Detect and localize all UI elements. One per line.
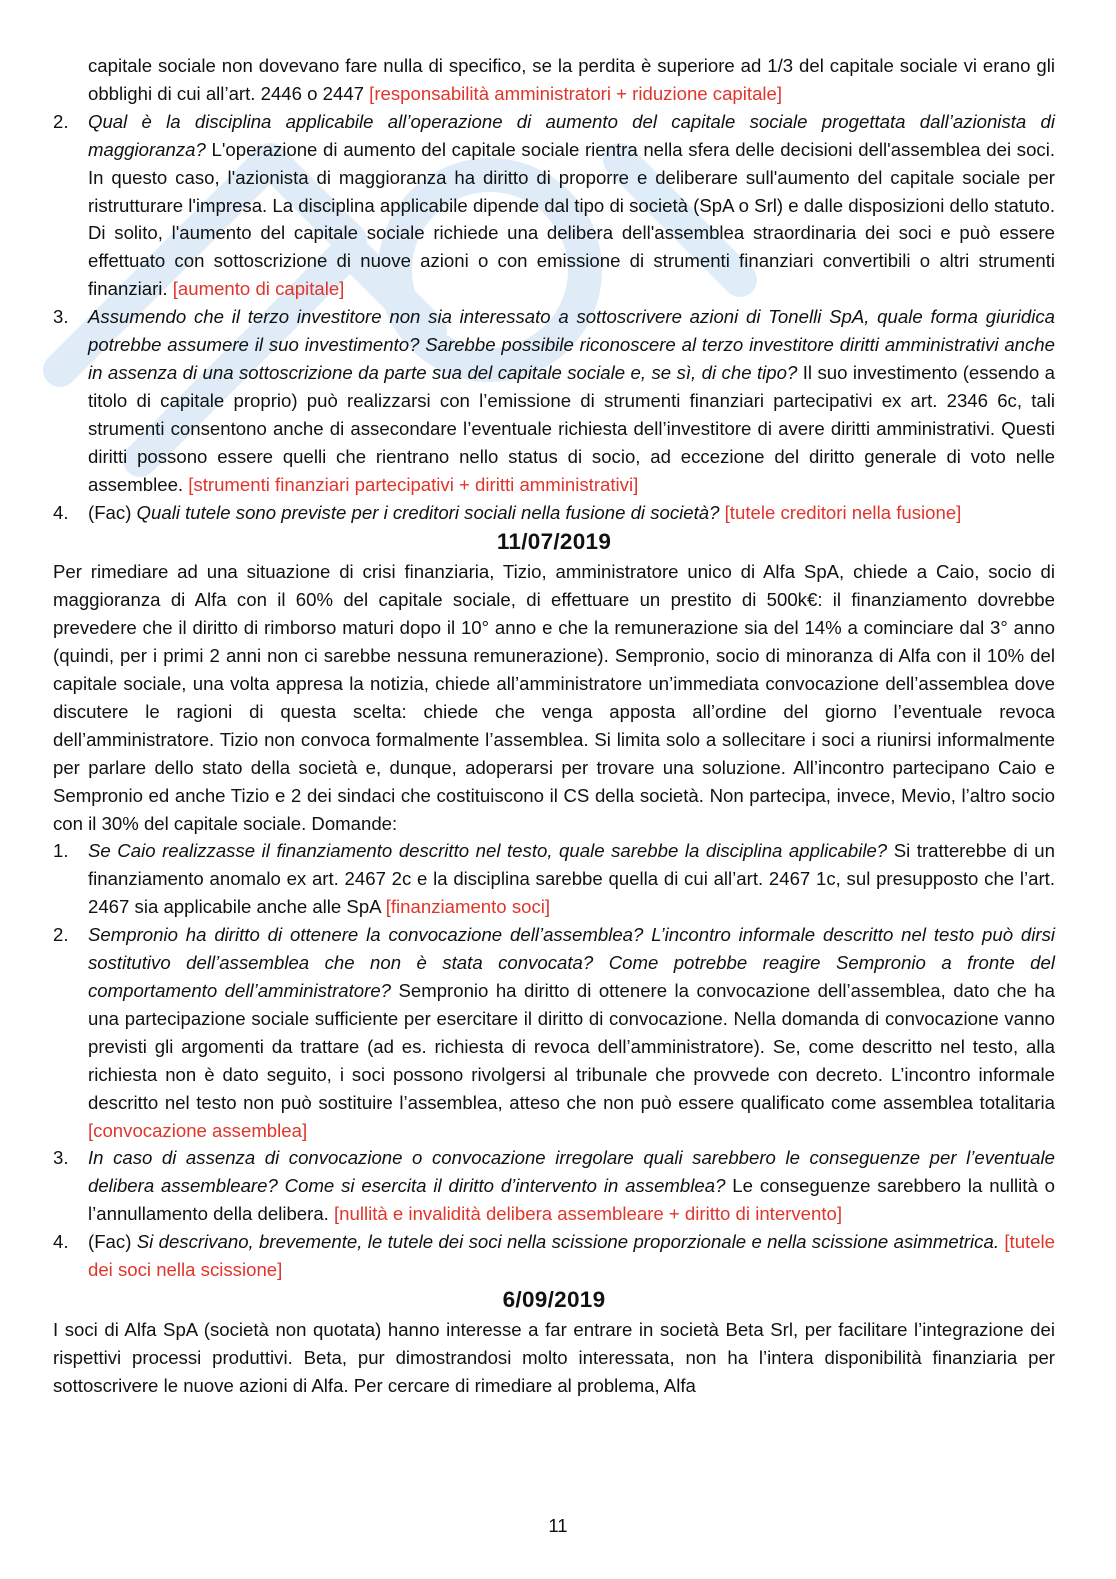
- topic-tag: [aumento di capitale]: [172, 278, 345, 300]
- section-date-heading: 6/09/2019: [502, 1286, 606, 1312]
- topic-tag: [strumenti finanziari partecipativi + diritti amministrativi]: [188, 473, 639, 495]
- question-text: Sempronio ha diritto di ottenere la convocazione dell’assemblea? L’incontro informale descritto nel testo può dirsi sostitutivo dell’assemblea che non è stata convocata? Come potrebbe reagire Sempronio a fronte del comportamento dell’amministratore?: [88, 924, 1055, 1001]
- topic-tag: [nullità e invalidità delibera assembleare + diritto di intervento]: [334, 1203, 843, 1225]
- list-item: [53, 499, 1055, 527]
- list-item: [53, 303, 1055, 498]
- question-text: Se Caio realizzasse il finanziamento descritto nel testo, quale sarebbe la disciplina applicabile?: [88, 840, 888, 862]
- question-list-a: [53, 108, 1055, 527]
- section-date-heading: 11/07/2019: [496, 529, 612, 555]
- list-item: [53, 1144, 1055, 1228]
- fac-prefix: (Fac): [88, 501, 137, 523]
- intro-text: capitale sociale non dovevano fare nulla di specifico, se la perdita è superiore ad 1/3 del capitale sociale vi erano gli obblighi di cui all’art. 2446 o 2447: [88, 55, 1055, 104]
- item-number: 4.: [53, 1231, 69, 1253]
- question-text: Quali tutele sono previste per i creditori sociali nella fusione di società?: [136, 501, 720, 523]
- answer-text: Il suo investimento (essendo a titolo di capitale proprio) può realizzarsi con l’emissione di strumenti finanziari partecipativi ex art. 2346 6c, tali strumenti consentono anche di assecondare l’eventuale richiesta dell’investitore di avere diritti amministrativi. Questi diritti possono essere quelli che rientrano nello status di socio, ad eccezione del diritto generale di voto nelle assemblee.: [88, 361, 1055, 495]
- list-item: [53, 108, 1055, 303]
- list-item: [53, 837, 1055, 921]
- answer-text: Si tratterebbe di un finanziamento anomalo ex art. 2467 2c e la disciplina sarebbe quella di cui all’art. 2467 1c, sul presupposto che l’art. 2467 sia applicabile anche alle SpA: [88, 840, 1055, 918]
- answer-text: Sempronio ha diritto di ottenere la convocazione dell’assemblea, dato che ha una partecipazione sociale sufficiente per esercitare il diritto di convocazione. Nella domanda di convocazione vanno previsti gli argomenti da trattare (ad es. richiesta di revoca dell’amministratore). Se, come descritto nel testo, alla richiesta non è dato seguito, i soci possono rivolgersi al tribunale che provvede con decreto. L’incontro informale descritto nel testo non può sostituire l’assemblea, atteso che non può essere qualificato come assemblea totalitaria: [88, 980, 1055, 1113]
- question-text: Si descrivano, brevemente, le tutele dei soci nella scissione proporzionale e nella scissione asimmetrica.: [136, 1231, 999, 1253]
- answer-text: Le conseguenze sarebbero la nullità o l’annullamento della delibera.: [88, 1175, 1056, 1225]
- question-text: Qual è la disciplina applicabile all’operazione di aumento del capitale sociale progettata dall’azionista di maggioranza?: [88, 110, 1055, 160]
- intro-tag: [responsabilità amministratori + riduzione capitale]: [369, 82, 783, 104]
- list-item: [53, 1228, 1055, 1284]
- topic-tag: [tutele dei soci nella scissione]: [88, 1231, 1056, 1281]
- list-item: [53, 921, 1055, 1144]
- item-number: 2.: [53, 924, 69, 946]
- topic-tag: [convocazione assemblea]: [88, 1119, 308, 1141]
- page-number: 11: [548, 1515, 568, 1536]
- item-number: 4.: [53, 501, 69, 523]
- topic-tag: [finanziamento soci]: [385, 896, 551, 918]
- document-page: [53, 52, 1055, 1400]
- case-paragraph: I soci di Alfa SpA (società non quotata) hanno interesse a far entrare in società Beta Srl, per facilitare l’integrazione dei rispettivi processi produttivi. Beta, pur dimostrandosi molto interessata, non ha l’intera disponibilità finanziaria per sottoscrivere le nuove azioni di Alfa. Per cercare di rimediare al problema, Alfa: [53, 1318, 1055, 1396]
- case-paragraph: Per rimediare ad una situazione di crisi finanziaria, Tizio, amministratore unico di Alfa SpA, chiede a Caio, socio di maggioranza di Alfa con il 60% del capitale sociale, di effettuare un prestito di 500k€: il finanziamento dovrebbe prevedere che il diritto di rimborso maturi dopo il 10° anno e che la remunerazione sia del 14% a cominciare dal 3° anno (quindi, per i primi 2 anni non ci sarebbe nessuna remunerazione). Sempronio, socio di minoranza di Alfa con il 10% del capitale sociale, una volta appresa la notizia, chiede all’amministratore un’immediata convocazione dell’assemblea dove discutere le ragioni di questa scelta: chiede che venga apposta all’ordine del giorno l’eventuale revoca dell’amministratore. Tizio non convoca formalmente l’assemblea. Si limita solo a sollecitare i soci a riunirsi informalmente per parlare dello stato della società e, dunque, adoperarsi per trovare una soluzione. All’incontro partecipano Caio e Sempronio ed anche Tizio e 2 dei sindaci che costituiscono il CS della società. Non partecipa, invece, Mevio, l’altro socio con il 30% del capitale sociale. Domande:: [53, 561, 1055, 834]
- item-number: 3.: [53, 306, 69, 328]
- item-number: 2.: [53, 110, 69, 132]
- intro-fragment: [53, 52, 1055, 108]
- topic-tag: [tutele creditori nella fusione]: [724, 501, 962, 523]
- question-list-b: [53, 837, 1055, 1284]
- item-number: 1.: [53, 840, 69, 862]
- item-number: 3.: [53, 1147, 69, 1169]
- fac-prefix: (Fac): [88, 1231, 137, 1253]
- answer-text: L'operazione di aumento del capitale sociale rientra nella sfera delle decisioni dell'assemblea dei soci. In questo caso, l'azionista di maggioranza ha diritto di proporre e deliberare sull'aumento del capitale sociale per ristrutturare l'impresa. La disciplina applicabile dipende dal tipo di società (SpA o Srl) e dalle disposizioni dello statuto. Di solito, l'aumento del capitale sociale richiede una delibera dell'assemblea straordinaria dei soci e può essere effettuato con sottoscrizione di nuove azioni o con emissione di strumenti finanziari convertibili o altri strumenti finanziari.: [88, 138, 1055, 300]
- question-text: In caso di assenza di convocazione o convocazione irregolare quali sarebbero le conseguenze per l’eventuale delibera assembleare? Come si esercita il diritto d’intervento in assemblea?: [88, 1147, 1055, 1197]
- question-text: Assumendo che il terzo investitore non sia interessato a sottoscrivere azioni di Tonelli SpA, quale forma giuridica potrebbe assumere il suo investimento? Sarebbe possibile riconoscere al terzo investitore diritti amministrativi anche in assenza di una sottoscrizione da parte sua del capitale sociale e, se sì, di che tipo?: [88, 306, 1055, 383]
